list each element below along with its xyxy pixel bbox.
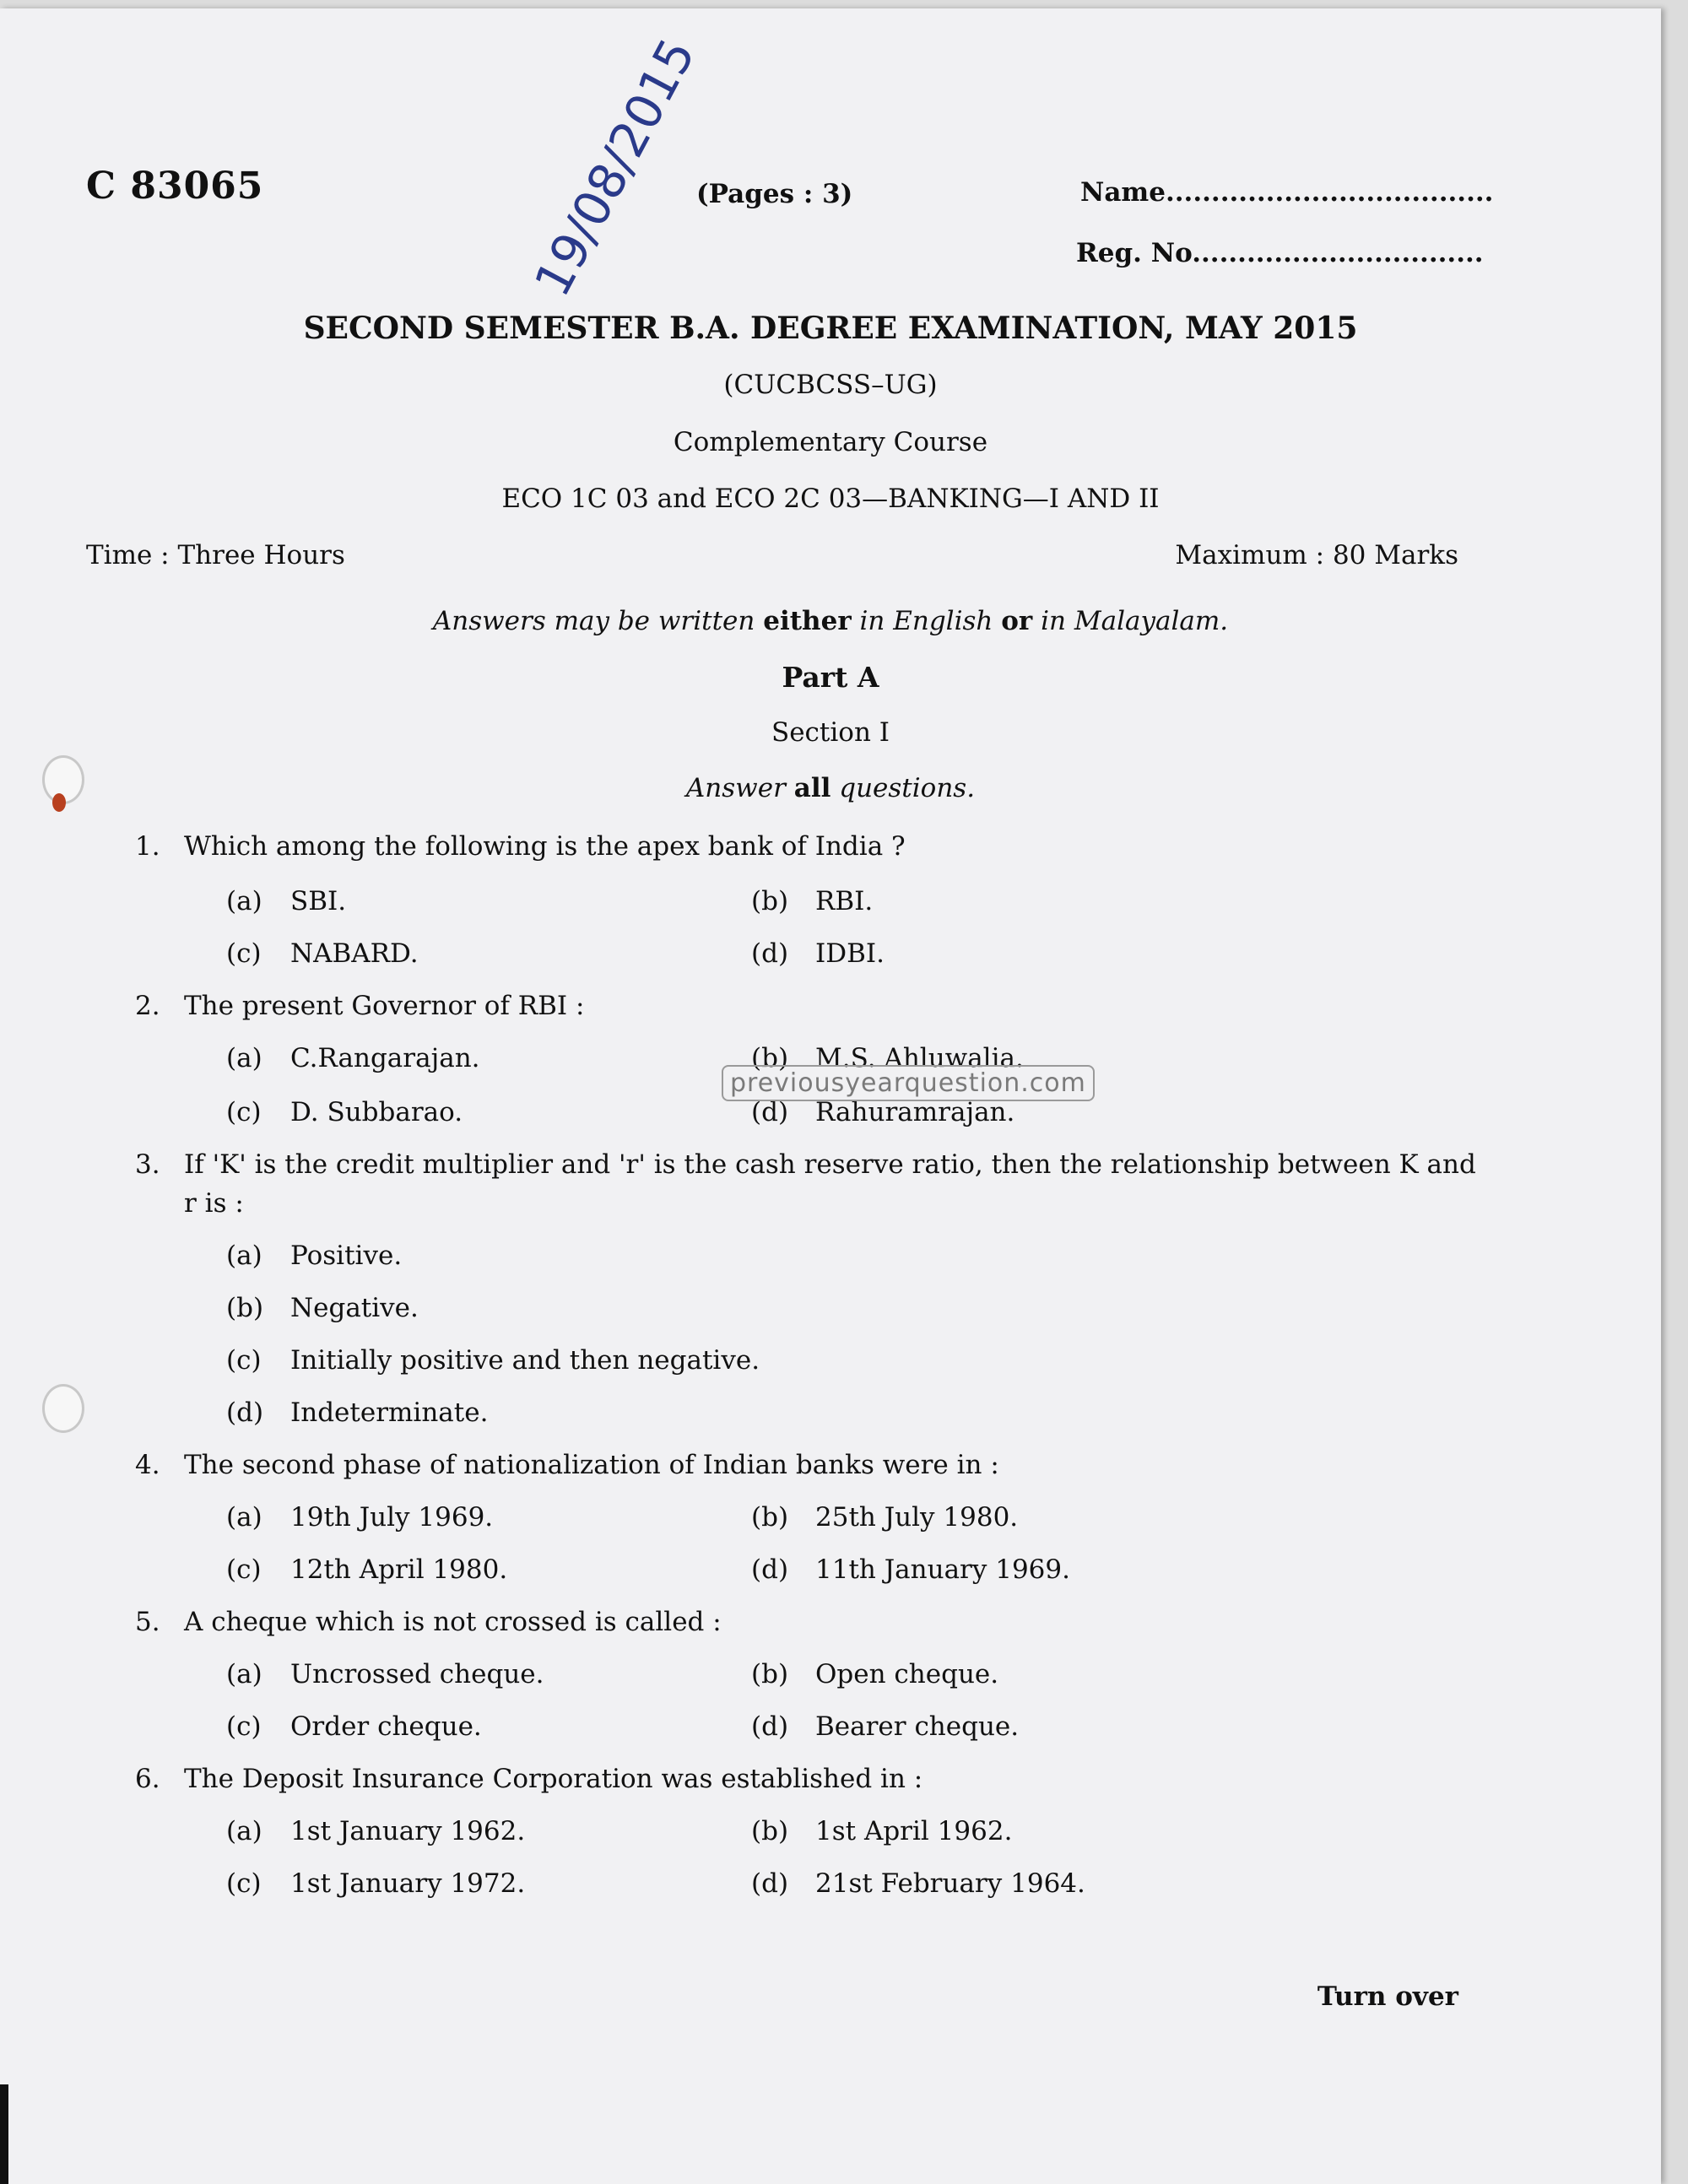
- page-count: (Pages : 3): [696, 179, 853, 209]
- name-field: Name....................................: [1080, 177, 1494, 208]
- option-label: (b): [751, 1816, 789, 1846]
- option-label: (b): [751, 1043, 789, 1073]
- option-label: (a): [226, 1241, 262, 1271]
- option-text: 1st April 1962.: [815, 1816, 1013, 1846]
- exam-title: SECOND SEMESTER B.A. DEGREE EXAMINATION, MAY 2015: [303, 311, 1358, 346]
- option-label: (b): [751, 1502, 789, 1533]
- paper-name: ECO 1C 03 and ECO 2C 03—BANKING—I AND II: [501, 484, 1160, 514]
- option-text: C.Rangarajan.: [290, 1043, 480, 1073]
- option-label: (d): [751, 1554, 789, 1585]
- option-text: 12th April 1980.: [290, 1554, 508, 1585]
- question-number: 5.: [135, 1607, 160, 1637]
- question-text: A cheque which is not crossed is called :: [184, 1607, 722, 1637]
- question-text: The present Governor of RBI :: [184, 991, 585, 1021]
- option-text: 1st January 1962.: [290, 1816, 526, 1846]
- question-number: 4.: [135, 1450, 160, 1480]
- option-text: Rahuramrajan.: [815, 1097, 1015, 1127]
- option-label: (b): [751, 886, 789, 916]
- option-text: RBI.: [815, 886, 874, 916]
- part-heading: Part A: [782, 661, 879, 694]
- question-text: Which among the following is the apex bank of India ?: [184, 831, 906, 862]
- question-text-continued: r is :: [184, 1188, 244, 1219]
- option-label: (a): [226, 1816, 262, 1846]
- option-text: SBI.: [290, 886, 347, 916]
- option-text: Open cheque.: [815, 1659, 999, 1689]
- option-label: (d): [751, 1097, 789, 1127]
- language-instruction: Answers may be written either in English or in Malayalam.: [432, 606, 1229, 636]
- exam-scheme: (CUCBCSS–UG): [723, 370, 938, 400]
- paper-code: C 83065: [86, 165, 264, 208]
- option-label: (c): [226, 1868, 262, 1899]
- option-label: (b): [751, 1659, 789, 1689]
- option-label: (c): [226, 1097, 262, 1127]
- max-marks: Maximum : 80 Marks: [1175, 540, 1458, 570]
- question-number: 2.: [135, 991, 160, 1021]
- option-label: (d): [751, 1711, 789, 1742]
- option-label: (a): [226, 1502, 262, 1533]
- option-label: (c): [226, 1345, 262, 1376]
- option-text: Initially positive and then negative.: [290, 1345, 760, 1376]
- option-text: 25th July 1980.: [815, 1502, 1019, 1533]
- option-label: (c): [226, 1711, 262, 1742]
- question-number: 6.: [135, 1764, 160, 1794]
- option-label: (d): [226, 1397, 264, 1428]
- option-text: 19th July 1969.: [290, 1502, 494, 1533]
- option-text: D. Subbarao.: [290, 1097, 463, 1127]
- handwritten-date: 19/08/2015: [523, 29, 706, 305]
- option-text: Bearer cheque.: [815, 1711, 1020, 1742]
- option-label: (b): [226, 1293, 264, 1323]
- option-label: (c): [226, 1554, 262, 1585]
- option-label: (d): [751, 938, 789, 969]
- option-text: 21st February 1964.: [815, 1868, 1085, 1899]
- option-label: (d): [751, 1868, 789, 1899]
- turn-over-note: Turn over: [1317, 1981, 1458, 2012]
- reg-no-field: Reg. No................................: [1076, 238, 1484, 268]
- question-text: The Deposit Insurance Corporation was established in :: [184, 1764, 923, 1794]
- question-text: If 'K' is the credit multiplier and 'r' is the cash reserve ratio, then the relationship between K and: [184, 1149, 1476, 1180]
- option-label: (a): [226, 1043, 262, 1073]
- option-text: 1st January 1972.: [290, 1868, 526, 1899]
- question-number: 3.: [135, 1149, 160, 1180]
- option-text: 11th January 1969.: [815, 1554, 1070, 1585]
- course-type: Complementary Course: [673, 427, 988, 457]
- option-text: Uncrossed cheque.: [290, 1659, 544, 1689]
- option-text: Positive.: [290, 1241, 403, 1271]
- option-text: Indeterminate.: [290, 1397, 489, 1428]
- answer-instruction: Answer all questions.: [685, 773, 976, 803]
- option-text: Negative.: [290, 1293, 419, 1323]
- option-label: (a): [226, 1659, 262, 1689]
- exam-page: [0, 8, 1661, 2184]
- scan-edge-bar: [0, 2084, 8, 2184]
- option-text: M.S. Ahluwalia.: [815, 1043, 1024, 1073]
- option-label: (c): [226, 938, 262, 969]
- question-text: The second phase of nationalization of Indian banks were in :: [184, 1450, 999, 1480]
- time-allowed: Time : Three Hours: [86, 540, 345, 570]
- option-text: Order cheque.: [290, 1711, 482, 1742]
- question-number: 1.: [135, 831, 160, 862]
- punch-hole-bottom: [42, 1384, 84, 1433]
- option-text: IDBI.: [815, 938, 885, 969]
- option-text: NABARD.: [290, 938, 419, 969]
- option-label: (a): [226, 886, 262, 916]
- watermark: previousyearquestion.com: [722, 1065, 1095, 1101]
- section-heading: Section I: [771, 717, 890, 748]
